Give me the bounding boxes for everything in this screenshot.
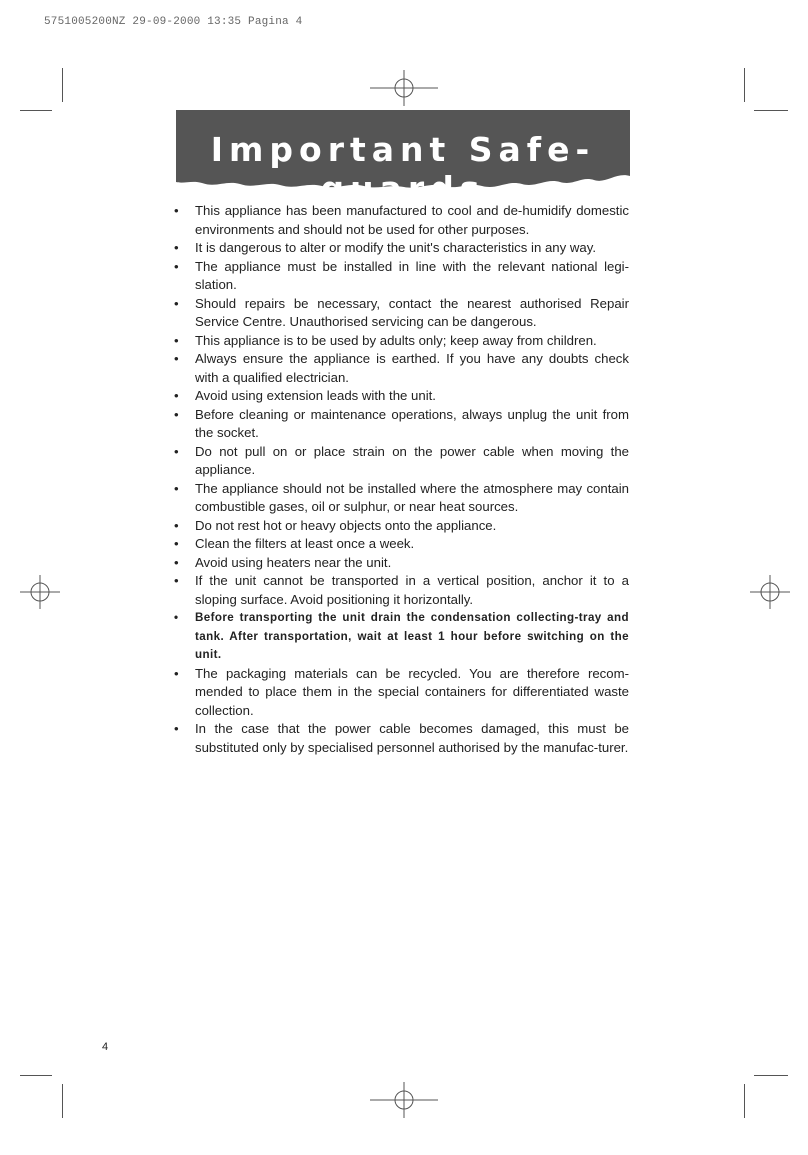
item-text: Avoid using extension leads with the unit. [195,388,436,403]
registration-mark-left-icon [20,575,60,609]
bullet: • [174,332,179,348]
bullet: • [174,258,179,274]
item-text: Do not rest hot or heavy objects onto the appliance. [195,517,497,533]
page-title: Important Safe-guards [210,130,596,208]
list-item [174,720,629,757]
item-text: If the unit cannot be transported in a vertical position, anchor it to a sloping surface. Avoid positioning it horizontally. [195,573,629,607]
registration-mark-bottom-icon [370,1080,438,1120]
bullet: • [174,443,179,459]
item-text: This appliance is to be used by adults only; keep away from children. [195,332,597,348]
item-text: This appliance has been manufactured to cool and de-humidify domestic environments and should not be used for other purposes. [195,203,629,237]
bullet: • [174,406,179,422]
registration-mark-top-icon [370,68,438,108]
crop-mark-top-left-h [20,110,52,111]
item-text: The appliance must be installed in line with the relevant national legi-slation. [195,258,629,292]
item-text: It is dangerous to alter or modify the unit's characteristics in any way. [195,240,597,255]
bullet: • [174,388,179,403]
item-text: The appliance should not be installed where the atmosphere may contain combustible gases, oil or sulphur, or near heat sources. [195,480,629,514]
crop-mark-top-right-v [744,68,745,102]
item-text: Avoid using heaters near the unit. [195,554,392,570]
list-item [174,350,629,387]
safeguards-list [174,202,629,757]
list-item [174,443,629,480]
item-text: In the case that the power cable becomes damaged, this must be substituted only by specialised personnel authorised by the manufac-turer. [195,721,629,755]
item-text: The packaging materials can be recycled. You are therefore recom-mended to place them in the special containers for differentiated waste collection. [195,665,629,718]
list-item [174,665,629,721]
bullet: • [174,203,179,218]
list-item [174,239,629,258]
bullet: • [174,351,179,366]
list-item [174,535,629,554]
list-item [174,295,629,332]
crop-mark-bottom-left-v [62,1084,63,1118]
bullet: • [174,536,179,551]
list-item [174,258,629,295]
bullet: • [174,517,179,533]
crop-mark-top-right-h [754,110,788,111]
item-text: Clean the filters at least once a week. [195,536,415,551]
registration-mark-right-icon [750,575,790,609]
list-item-bold [174,609,629,665]
title-banner [176,110,630,208]
item-text: Always ensure the appliance is earthed. If you have any doubts check with a qualified electrician. [195,351,629,385]
item-text: Before transporting the unit drain the condensation collecting-tray and tank. After transportation, wait at least 1 hour before switching on the unit. [195,611,629,661]
crop-mark-top-left-v [62,68,63,102]
item-text: Do not pull on or place strain on the power cable when moving the appliance. [195,443,629,477]
list-item [174,480,629,517]
list-item [174,554,629,573]
item-text: Before cleaning or maintenance operations, always unplug the unit from the socket. [195,406,629,440]
page-number: 4 [102,1041,109,1053]
list-item [174,387,629,406]
crop-mark-bottom-left-h [20,1075,52,1076]
crop-mark-bottom-right-h [754,1075,788,1076]
list-item [174,332,629,351]
bullet: • [174,721,179,736]
bullet: • [174,554,179,570]
bullet: • [174,240,179,255]
crop-mark-bottom-right-v [744,1084,745,1118]
list-item [174,406,629,443]
bullet: • [174,611,179,624]
bullet: • [174,573,179,588]
print-slug: 5751005200NZ 29-09-2000 13:35 Pagina 4 [44,16,303,28]
list-item [174,202,629,239]
bullet: • [174,665,179,681]
list-item [174,517,629,536]
bullet: • [174,480,179,496]
list-item [174,572,629,609]
item-text: Should repairs be necessary, contact the nearest authorised Repair Service Centre. Unauthorised servicing can be dangerous. [195,295,629,329]
bullet: • [174,295,179,311]
